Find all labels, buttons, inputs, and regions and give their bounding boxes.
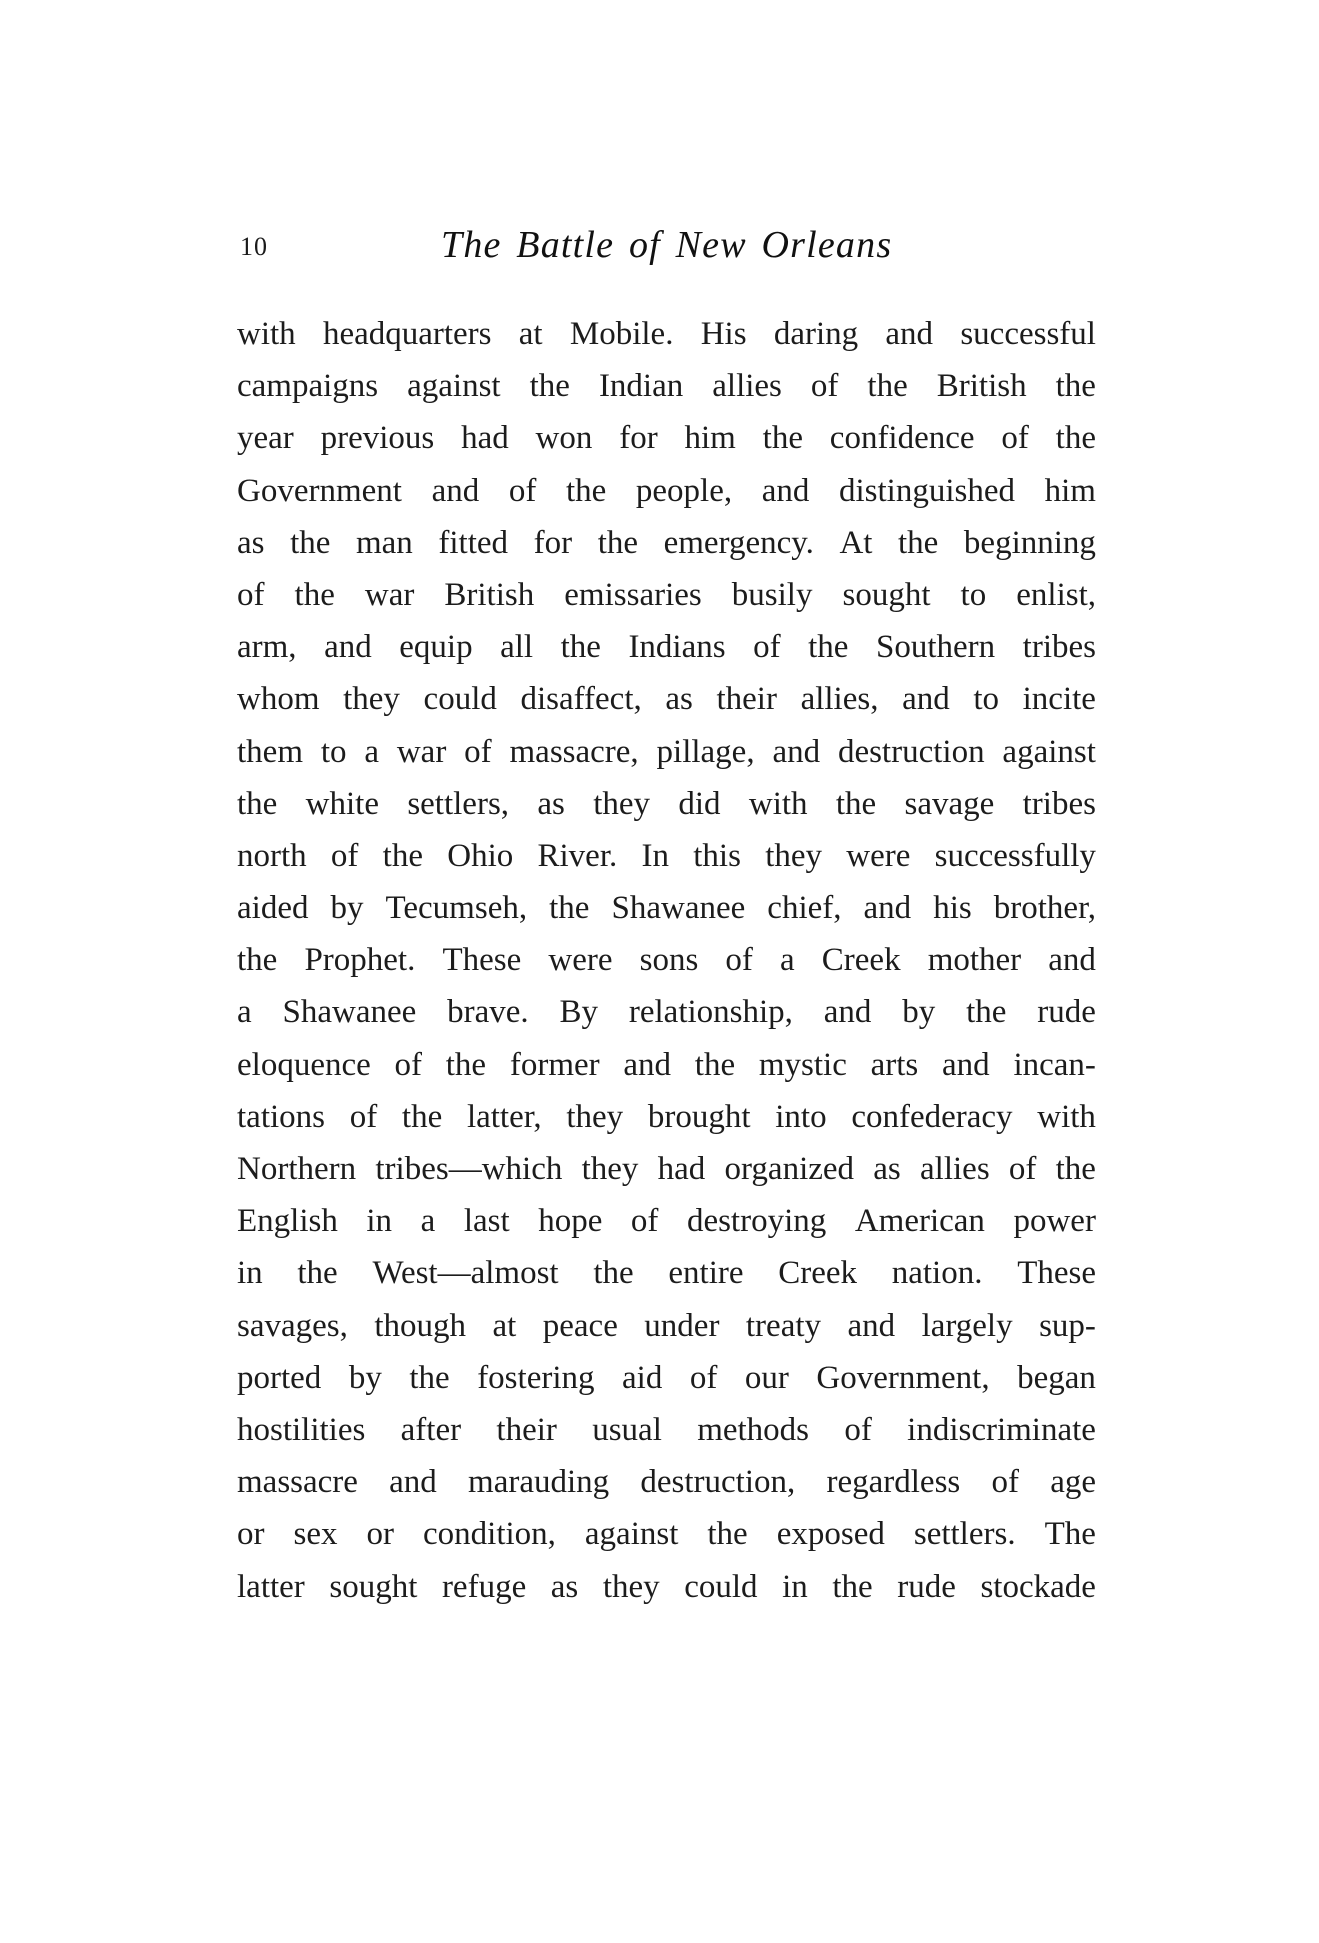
word: the <box>835 785 877 822</box>
word: Mobile. <box>569 316 674 352</box>
word: campaigns <box>237 368 379 405</box>
word: Creek <box>821 942 901 979</box>
word: chief, <box>767 890 842 927</box>
word: as <box>237 524 265 561</box>
word: the <box>707 1516 748 1553</box>
text-line-words <box>237 726 1096 778</box>
word: began <box>1017 1359 1096 1396</box>
word: peace <box>542 1307 618 1344</box>
word: them <box>237 733 303 770</box>
word: entire <box>668 1255 744 1292</box>
word: marauding <box>468 1464 610 1501</box>
word: and <box>389 1464 437 1501</box>
text-line <box>237 1039 1096 1091</box>
text-line <box>237 1300 1096 1352</box>
word: sup- <box>1039 1307 1096 1344</box>
word: they <box>581 1151 639 1187</box>
word: Shawanee <box>611 890 746 927</box>
word: last <box>463 1203 510 1240</box>
word: or <box>237 1516 265 1553</box>
word: the <box>560 629 601 666</box>
word: his <box>933 890 972 927</box>
word: Prophet. <box>304 942 416 979</box>
word: eloquence <box>237 1046 371 1083</box>
word: British <box>936 368 1027 405</box>
word: organized <box>724 1151 855 1187</box>
word: At <box>839 524 873 561</box>
word: they <box>765 837 823 874</box>
word: brother, <box>993 890 1096 927</box>
text-line <box>237 726 1096 778</box>
word: they <box>343 681 400 718</box>
word: mystic <box>758 1046 847 1083</box>
text-line <box>237 1195 1096 1247</box>
word: sons <box>639 942 699 979</box>
word: at <box>518 316 543 352</box>
word: incite <box>1022 681 1096 718</box>
text-line <box>237 1404 1096 1456</box>
word: arts <box>870 1046 919 1083</box>
word: British <box>444 576 535 613</box>
word: rude <box>1037 994 1096 1031</box>
word: largely <box>921 1307 1013 1344</box>
word: brave. <box>447 994 529 1031</box>
word: north <box>237 837 307 874</box>
text-line-words <box>237 1247 1096 1299</box>
word: as <box>873 1151 901 1187</box>
text-line <box>237 308 1096 360</box>
word: sought <box>842 576 931 613</box>
word: they <box>593 785 651 822</box>
word: and <box>847 1307 896 1344</box>
word: successfully <box>934 837 1096 874</box>
word: aid <box>622 1359 663 1396</box>
word: won <box>535 420 593 457</box>
text-line <box>237 465 1096 517</box>
word: Shawanee <box>282 994 417 1031</box>
word: River. <box>537 837 618 874</box>
word: West—almost <box>372 1255 559 1292</box>
text-line-words <box>237 1091 1096 1143</box>
text-line-words <box>237 1300 1096 1352</box>
word: and <box>761 472 810 509</box>
word: fostering <box>477 1359 595 1396</box>
word: tribes <box>1022 629 1096 666</box>
word: into <box>775 1098 827 1135</box>
word: as <box>550 1568 579 1605</box>
word: age <box>1050 1464 1096 1501</box>
word: allies, <box>800 681 879 718</box>
word: the <box>762 420 803 457</box>
word: and <box>885 316 934 352</box>
word: tribes—which <box>375 1151 563 1187</box>
word: the <box>445 1046 487 1083</box>
text-line <box>237 1143 1096 1195</box>
word: massacre <box>237 1464 358 1501</box>
word: sought <box>329 1568 418 1605</box>
word: fitted <box>438 524 509 561</box>
word: with <box>237 316 296 352</box>
word: the <box>694 1046 736 1083</box>
text-line <box>237 1561 1096 1613</box>
word: with <box>1037 1098 1096 1135</box>
word: and <box>431 472 480 509</box>
word: Government, <box>816 1359 990 1396</box>
word: the <box>529 368 570 405</box>
text-line-words <box>237 778 1096 830</box>
word: These <box>442 942 522 979</box>
word: the <box>382 837 423 874</box>
word: treaty <box>745 1307 822 1344</box>
word: the <box>237 785 278 822</box>
word: settlers. <box>913 1516 1016 1553</box>
text-line <box>237 1091 1096 1143</box>
word: against <box>1002 733 1096 770</box>
text-line-words <box>237 465 1096 517</box>
text-line-words <box>237 1508 1096 1560</box>
word: a <box>780 942 795 979</box>
word: former <box>509 1046 600 1083</box>
word: of <box>725 942 753 979</box>
body-text <box>237 308 1096 1613</box>
word: distinguished <box>838 472 1015 509</box>
word: confederacy <box>851 1098 1013 1135</box>
word: indiscriminate <box>907 1411 1096 1448</box>
word: at <box>492 1307 517 1344</box>
word: daring <box>773 316 859 352</box>
text-line-words <box>237 673 1096 725</box>
text-line <box>237 882 1096 934</box>
word: for <box>619 420 658 457</box>
page-number: 10 <box>240 232 268 261</box>
word: of <box>991 1464 1019 1501</box>
text-line-words <box>237 1195 1096 1247</box>
word: to <box>960 576 987 613</box>
word: relationship, <box>628 994 793 1031</box>
word: of <box>394 1046 423 1083</box>
text-line-words <box>237 1352 1096 1404</box>
text-line <box>237 1352 1096 1404</box>
word: of <box>689 1359 718 1396</box>
text-line-words <box>237 1404 1096 1456</box>
word: By <box>559 994 599 1031</box>
text-line <box>237 412 1096 464</box>
word: to <box>973 681 1000 718</box>
text-line <box>237 360 1096 412</box>
word: savages, <box>237 1307 348 1344</box>
text-line <box>237 569 1096 621</box>
word: by <box>330 890 364 927</box>
word: they <box>566 1098 624 1135</box>
word: for <box>533 524 573 561</box>
word: were <box>846 837 911 874</box>
word: the <box>565 472 607 509</box>
word: the <box>290 524 331 561</box>
word: and <box>942 1046 990 1083</box>
word: Northern <box>237 1151 357 1187</box>
word: methods <box>697 1411 810 1448</box>
word: had <box>657 1151 706 1187</box>
text-line-words <box>237 308 1096 360</box>
word: pillage, <box>656 733 755 770</box>
word: Ohio <box>447 837 514 874</box>
word: under <box>644 1307 720 1344</box>
word: with <box>748 785 808 822</box>
word: the <box>597 524 639 561</box>
word: by <box>902 994 936 1031</box>
text-line-words <box>237 621 1096 673</box>
text-line-words <box>237 934 1096 986</box>
word: of <box>630 1203 659 1240</box>
word: the <box>237 942 278 979</box>
word: white <box>305 785 379 822</box>
word: or <box>366 1516 394 1553</box>
word: of <box>1008 1151 1037 1187</box>
word: the <box>832 1568 873 1605</box>
word: their <box>716 681 777 718</box>
word: as <box>537 785 565 822</box>
text-line-words <box>237 1561 1096 1613</box>
word: condition, <box>423 1516 556 1553</box>
word: emissaries <box>564 576 702 613</box>
word: refuge <box>441 1568 527 1605</box>
word: of <box>844 1411 872 1448</box>
word: to <box>320 733 347 770</box>
text-line-words <box>237 412 1096 464</box>
word: man <box>355 524 413 561</box>
word: His <box>700 316 747 352</box>
word: against <box>584 1516 679 1553</box>
word: ported <box>237 1359 322 1396</box>
word: of <box>237 576 265 613</box>
word: Indian <box>598 368 684 405</box>
word: of <box>349 1098 378 1135</box>
word: disaffect, <box>520 681 642 718</box>
word: power <box>1013 1203 1096 1240</box>
word: war <box>364 576 415 613</box>
word: beginning <box>963 524 1096 561</box>
word: allies <box>712 368 782 405</box>
word: against <box>407 368 501 405</box>
word: exposed <box>776 1516 885 1553</box>
word: headquarters <box>322 316 492 352</box>
word: the <box>966 994 1007 1031</box>
text-line <box>237 830 1096 882</box>
running-title: The Battle of New Orleans <box>441 224 893 266</box>
word: a <box>420 1203 436 1240</box>
text-line <box>237 934 1096 986</box>
word: destroying <box>686 1203 827 1240</box>
word: had <box>461 420 509 457</box>
word: American <box>854 1203 985 1240</box>
word: the <box>294 576 335 613</box>
word: of <box>810 368 839 405</box>
text-line-words <box>237 517 1096 569</box>
word: year <box>237 420 294 457</box>
text-line-words <box>237 569 1096 621</box>
word: Government <box>237 472 402 509</box>
word: emergency. <box>663 524 814 561</box>
word: destruction, <box>640 1464 796 1501</box>
word: the <box>1055 420 1096 457</box>
word: of <box>753 629 781 666</box>
word: equip <box>399 629 473 666</box>
word: rude <box>897 1568 956 1605</box>
word: hope <box>538 1203 603 1240</box>
word: latter <box>237 1568 305 1605</box>
word: the <box>808 629 849 666</box>
text-line <box>237 986 1096 1038</box>
word: These <box>1017 1255 1096 1292</box>
word: brought <box>647 1098 751 1135</box>
word: him <box>684 420 736 457</box>
word: the <box>898 524 939 561</box>
word: and <box>902 681 950 718</box>
word: the <box>409 1359 450 1396</box>
word: as <box>665 681 693 718</box>
text-line <box>237 1456 1096 1508</box>
word: him <box>1044 472 1096 509</box>
text-line-words <box>237 830 1096 882</box>
word: and <box>324 629 372 666</box>
word: after <box>400 1411 462 1448</box>
word: the <box>867 368 908 405</box>
word: successful <box>960 316 1096 352</box>
word: arm, <box>237 629 297 666</box>
word: busily <box>731 576 813 613</box>
word: latter, <box>466 1098 542 1135</box>
word: of <box>508 472 537 509</box>
word: The <box>1044 1516 1096 1553</box>
word: could <box>684 1568 758 1605</box>
word: in <box>782 1568 808 1605</box>
word: tribes <box>1022 785 1096 822</box>
word: the <box>549 890 590 927</box>
text-line-words <box>237 360 1096 412</box>
text-line <box>237 673 1096 725</box>
word: and <box>772 733 821 770</box>
word: Creek <box>778 1255 858 1292</box>
word: and <box>1048 942 1096 979</box>
text-line-words <box>237 1143 1096 1195</box>
word: Indians <box>628 629 726 666</box>
word: of <box>464 733 492 770</box>
word: and <box>823 994 872 1031</box>
word: English <box>237 1203 338 1240</box>
word: savage <box>904 785 995 822</box>
word: by <box>348 1359 382 1396</box>
word: were <box>548 942 613 979</box>
text-line <box>237 778 1096 830</box>
word: hostilities <box>237 1411 366 1448</box>
text-line <box>237 621 1096 673</box>
word: Tecumseh, <box>385 890 528 927</box>
word: previous <box>320 420 435 457</box>
text-line <box>237 1247 1096 1299</box>
word: the <box>1055 368 1096 405</box>
word: usual <box>592 1411 662 1448</box>
word: and <box>623 1046 672 1083</box>
word: massacre, <box>509 733 639 770</box>
text-line <box>237 517 1096 569</box>
word: nation. <box>891 1255 983 1292</box>
text-line-words <box>237 1456 1096 1508</box>
word: people, <box>635 472 733 509</box>
word: the <box>593 1255 634 1292</box>
word: stockade <box>980 1568 1096 1605</box>
word: enlist, <box>1016 576 1096 613</box>
word: regardless <box>826 1464 961 1501</box>
word: confidence <box>829 420 975 457</box>
word: settlers, <box>407 785 510 822</box>
word: aided <box>237 890 309 927</box>
word: all <box>500 629 534 666</box>
text-line <box>237 1508 1096 1560</box>
word: a <box>364 733 379 770</box>
word: this <box>693 837 741 874</box>
word: the <box>297 1255 338 1292</box>
word: the <box>401 1098 443 1135</box>
word: in <box>237 1255 263 1292</box>
word: though <box>374 1307 467 1344</box>
word: whom <box>237 681 320 718</box>
word: and <box>863 890 912 927</box>
word: did <box>678 785 721 822</box>
word: the <box>1055 1151 1096 1187</box>
word: of <box>330 837 359 874</box>
word: in <box>366 1203 393 1240</box>
word: sex <box>293 1516 338 1553</box>
word: tations <box>237 1098 325 1135</box>
word: In <box>641 837 669 874</box>
word: they <box>602 1568 660 1605</box>
running-head <box>237 222 1096 270</box>
text-line-words <box>237 1039 1096 1091</box>
word: incan- <box>1013 1046 1096 1083</box>
word: war <box>396 733 447 770</box>
word: could <box>423 681 497 718</box>
word: a <box>237 994 252 1031</box>
word: of <box>1001 420 1029 457</box>
word: Southern <box>875 629 996 666</box>
word: allies <box>920 1151 990 1187</box>
word: mother <box>927 942 1022 979</box>
word: their <box>496 1411 557 1448</box>
word: destruction <box>837 733 985 770</box>
text-line-words <box>237 882 1096 934</box>
word: our <box>744 1359 789 1396</box>
text-line-words <box>237 986 1096 1038</box>
